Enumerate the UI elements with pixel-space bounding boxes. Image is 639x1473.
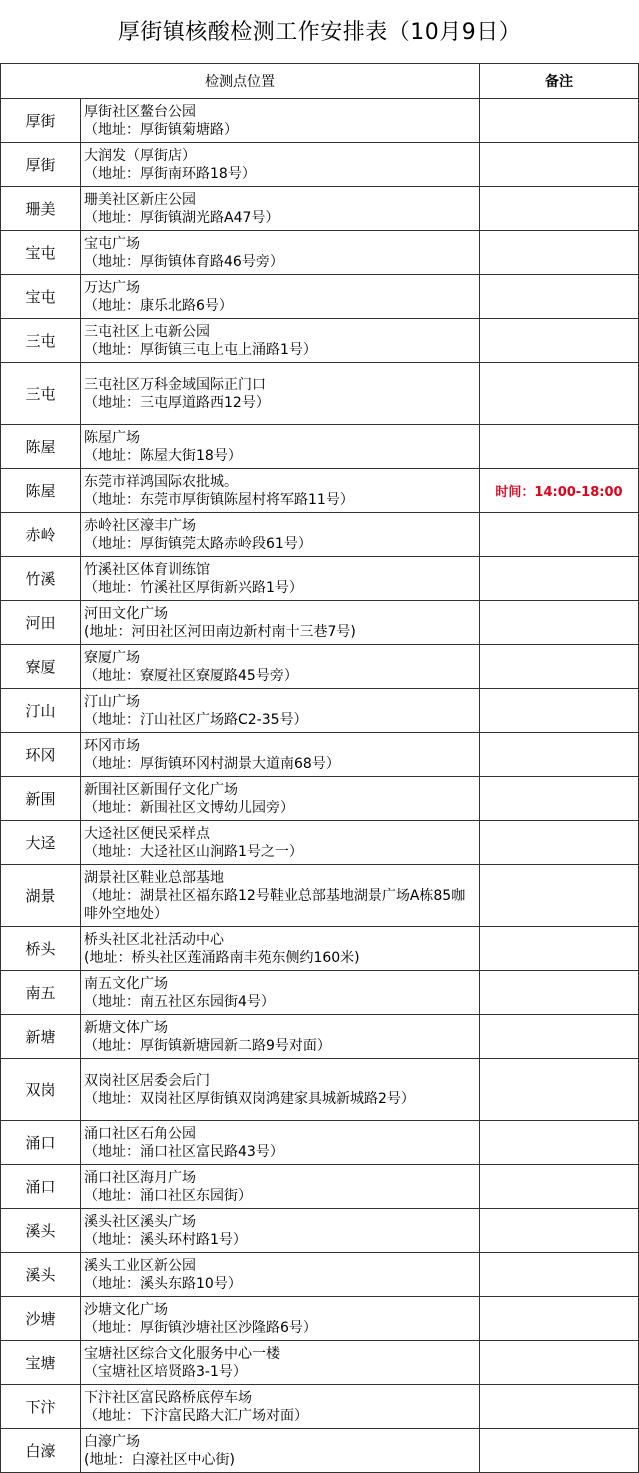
location-cell (81, 971, 480, 1015)
site-name: 双岗社区居委会后门 (84, 1072, 210, 1089)
page-title: 厚街镇核酸检测工作安排表（10月9日） (117, 20, 522, 45)
site-address: （地址：三屯厚道路西12号） (84, 394, 270, 411)
header-remark: 备注 (480, 64, 639, 99)
site-address: （地址：湖景社区福东路12号鞋业总部基地湖景广场A栋85咖啡外空地处） (84, 887, 466, 922)
site-name: 河田文化广场 (84, 605, 168, 622)
site-address: （地址：涌口社区东园街） (84, 1187, 252, 1204)
table-row (1, 1429, 639, 1473)
site-name: 赤岭社区濠丰广场 (84, 517, 196, 534)
table-row (1, 557, 639, 601)
location-cell (81, 319, 480, 363)
town-cell: 南五 (1, 971, 81, 1015)
location-cell (81, 601, 480, 645)
location-cell (81, 1121, 480, 1165)
site-name: 湖景社区鞋业总部基地 (84, 869, 224, 886)
location-cell (81, 275, 480, 319)
remark-cell (480, 645, 639, 689)
site-address: （地址：下汴富民路大汇广场对面） (84, 1407, 308, 1424)
table-row (1, 1341, 639, 1385)
schedule-table (0, 63, 639, 1473)
site-name: 寮厦广场 (84, 649, 140, 666)
site-name: 溪头社区溪头广场 (84, 1213, 196, 1230)
remark-cell (480, 99, 639, 143)
site-name: 溪头工业区新公园 (84, 1257, 196, 1274)
table-row (1, 865, 639, 927)
remark-cell (480, 275, 639, 319)
table-row (1, 99, 639, 143)
remark-cell (480, 513, 639, 557)
table-row (1, 363, 639, 425)
remark-cell (480, 187, 639, 231)
remark-cell (480, 777, 639, 821)
remark-cell (480, 1297, 639, 1341)
town-cell: 三屯 (1, 319, 81, 363)
location-cell (81, 469, 480, 513)
site-address: （地址：陈屋大街18号） (84, 447, 242, 464)
site-name: 白濠广场 (84, 1433, 140, 1450)
town-cell: 新塘 (1, 1015, 81, 1059)
location-cell (81, 1015, 480, 1059)
site-name: 汀山广场 (84, 693, 140, 710)
remark-cell (480, 319, 639, 363)
town-cell: 竹溪 (1, 557, 81, 601)
table-row (1, 689, 639, 733)
table-row (1, 425, 639, 469)
site-name: 涌口社区石角公园 (84, 1125, 196, 1142)
location-cell (81, 645, 480, 689)
town-cell: 厚街 (1, 143, 81, 187)
remark-cell (480, 1209, 639, 1253)
site-name: 珊美社区新庄公园 (84, 191, 196, 208)
table-row (1, 1059, 639, 1121)
location-cell (81, 865, 480, 927)
site-name: 下汴社区富民路桥底停车场 (84, 1389, 252, 1406)
remark-cell (480, 821, 639, 865)
site-address: （地址：康乐北路6号） (84, 297, 233, 314)
table-row (1, 821, 639, 865)
remark-cell (480, 1253, 639, 1297)
location-cell (81, 1341, 480, 1385)
remark-cell (480, 865, 639, 927)
site-name: 新围社区新围仔文化广场 (84, 781, 238, 798)
site-address: (地址：桥头社区莲涌路南丰苑东侧约160米) (84, 949, 360, 966)
table-row (1, 275, 639, 319)
header-location: 检测点位置 (1, 64, 480, 99)
site-name: 沙塘文化广场 (84, 1301, 168, 1318)
town-cell: 白濠 (1, 1429, 81, 1473)
table-row (1, 1121, 639, 1165)
site-address: （地址：厚街镇新塘园新二路9号对面） (84, 1037, 331, 1054)
town-cell: 湖景 (1, 865, 81, 927)
site-address: （地址：厚街南环路18号） (84, 165, 256, 182)
remark-cell (480, 1059, 639, 1121)
town-cell: 涌口 (1, 1121, 81, 1165)
location-cell (81, 99, 480, 143)
location-cell (81, 231, 480, 275)
site-name: 环冈市场 (84, 737, 140, 754)
site-name: 大润发（厚街店） (84, 147, 196, 164)
site-address: （地址：厚街镇湖光路A47号） (84, 209, 280, 226)
site-address: (地址：白濠社区中心街) (84, 1451, 235, 1468)
table-row (1, 231, 639, 275)
site-address: （地址：厚街镇菊塘路） (84, 121, 238, 138)
remark-cell (480, 971, 639, 1015)
remark-cell (480, 1429, 639, 1473)
town-cell: 下汴 (1, 1385, 81, 1429)
remark-cell (480, 143, 639, 187)
location-cell (81, 1059, 480, 1121)
table-row (1, 1209, 639, 1253)
location-cell (81, 733, 480, 777)
location-cell (81, 1209, 480, 1253)
remark-cell (480, 733, 639, 777)
site-address: （地址：竹溪社区厚街新兴路1号） (84, 579, 303, 596)
location-cell (81, 557, 480, 601)
table-header-row (1, 64, 639, 99)
location-cell (81, 1165, 480, 1209)
remark-cell: 时间：14:00-18:00 (480, 469, 639, 513)
town-cell: 河田 (1, 601, 81, 645)
site-address: （地址：南五社区东园街4号） (84, 993, 275, 1010)
site-name: 三屯社区万科金域国际正门口 (84, 376, 266, 393)
site-address: （地址：厚街镇沙塘社区沙隆路6号） (84, 1319, 317, 1336)
location-cell (81, 689, 480, 733)
site-name: 涌口社区海月广场 (84, 1169, 196, 1186)
site-address: （地址：汀山社区广场路C2-35号） (84, 711, 308, 728)
town-cell: 宝屯 (1, 275, 81, 319)
remark-cell (480, 557, 639, 601)
location-cell (81, 187, 480, 231)
table-row (1, 1165, 639, 1209)
town-cell: 珊美 (1, 187, 81, 231)
site-address: （地址：厚街镇三屯上屯上涌路1号） (84, 341, 317, 358)
site-address: （地址：大迳社区山涧路1号之一） (84, 843, 303, 860)
remark-cell (480, 1015, 639, 1059)
site-address: （地址：厚街镇莞太路赤岭段61号） (84, 535, 312, 552)
town-cell: 厚街 (1, 99, 81, 143)
remark-cell (480, 363, 639, 425)
site-address: （地址：厚街镇体育路46号旁） (84, 253, 284, 270)
town-cell: 陈屋 (1, 469, 81, 513)
location-cell (81, 821, 480, 865)
table-row (1, 733, 639, 777)
location-cell (81, 143, 480, 187)
town-cell: 溪头 (1, 1253, 81, 1297)
site-name: 东莞市祥鸿国际农批城。 (84, 473, 238, 490)
site-address: （地址：溪头环村路1号） (84, 1231, 247, 1248)
town-cell: 赤岭 (1, 513, 81, 557)
town-cell: 宝屯 (1, 231, 81, 275)
site-address: (地址：河田社区河田南边新村南十三巷7号) (84, 623, 356, 640)
table-row (1, 645, 639, 689)
site-name: 厚街社区鳌台公园 (84, 103, 196, 120)
town-cell: 溪头 (1, 1209, 81, 1253)
table-row (1, 513, 639, 557)
town-cell: 新围 (1, 777, 81, 821)
table-row (1, 469, 639, 513)
town-cell: 沙塘 (1, 1297, 81, 1341)
table-row (1, 601, 639, 645)
remark-cell (480, 689, 639, 733)
site-address: （地址：双岗社区厚街镇双岗鸿建家具城新城路2号） (84, 1090, 415, 1107)
table-row (1, 187, 639, 231)
site-name: 竹溪社区体育训练馆 (84, 561, 210, 578)
remark-cell (480, 1385, 639, 1429)
remark-cell (480, 1121, 639, 1165)
town-cell: 大迳 (1, 821, 81, 865)
table-body (1, 99, 639, 1473)
site-address: （地址：涌口社区富民路43号） (84, 1143, 284, 1160)
town-cell: 双岗 (1, 1059, 81, 1121)
remark-cell (480, 927, 639, 971)
remark-cell (480, 1341, 639, 1385)
table-row (1, 1253, 639, 1297)
town-cell: 三屯 (1, 363, 81, 425)
site-name: 万达广场 (84, 279, 140, 296)
table-row (1, 927, 639, 971)
location-cell (81, 1297, 480, 1341)
town-cell: 涌口 (1, 1165, 81, 1209)
table-row (1, 1385, 639, 1429)
table-row (1, 971, 639, 1015)
site-address: （宝塘社区培贤路3-1号） (84, 1363, 247, 1380)
town-cell: 汀山 (1, 689, 81, 733)
town-cell: 桥头 (1, 927, 81, 971)
town-cell: 陈屋 (1, 425, 81, 469)
remark-cell (480, 425, 639, 469)
table-row (1, 1297, 639, 1341)
table-row (1, 143, 639, 187)
location-cell (81, 425, 480, 469)
site-name: 桥头社区北社活动中心 (84, 931, 224, 948)
site-name: 宝塘社区综合文化服务中心一楼 (84, 1345, 280, 1362)
site-address: （地址：新围社区文博幼儿园旁） (84, 799, 294, 816)
remark-cell (480, 601, 639, 645)
table-row (1, 777, 639, 821)
town-cell: 宝塘 (1, 1341, 81, 1385)
site-name: 陈屋广场 (84, 429, 140, 446)
site-name: 南五文化广场 (84, 975, 168, 992)
site-address: （地址：溪头东路10号） (84, 1275, 242, 1292)
location-cell (81, 363, 480, 425)
table-row (1, 1015, 639, 1059)
remark-cell (480, 231, 639, 275)
location-cell (81, 1429, 480, 1473)
site-name: 宝屯广场 (84, 235, 140, 252)
site-name: 新塘文体广场 (84, 1019, 168, 1036)
location-cell (81, 777, 480, 821)
town-cell: 寮厦 (1, 645, 81, 689)
location-cell (81, 927, 480, 971)
location-cell (81, 1385, 480, 1429)
site-address: （地址：厚街镇环冈村湖景大道南68号） (84, 755, 340, 772)
town-cell: 环冈 (1, 733, 81, 777)
site-address: （地址：东莞市厚街镇陈屋村将军路11号） (84, 491, 354, 508)
remark-cell (480, 1165, 639, 1209)
location-cell (81, 1253, 480, 1297)
site-name: 大迳社区便民采样点 (84, 825, 210, 842)
site-address: （地址：寮厦社区寮厦路45号旁） (84, 667, 298, 684)
site-name: 三屯社区上屯新公园 (84, 323, 210, 340)
table-row (1, 319, 639, 363)
location-cell (81, 513, 480, 557)
